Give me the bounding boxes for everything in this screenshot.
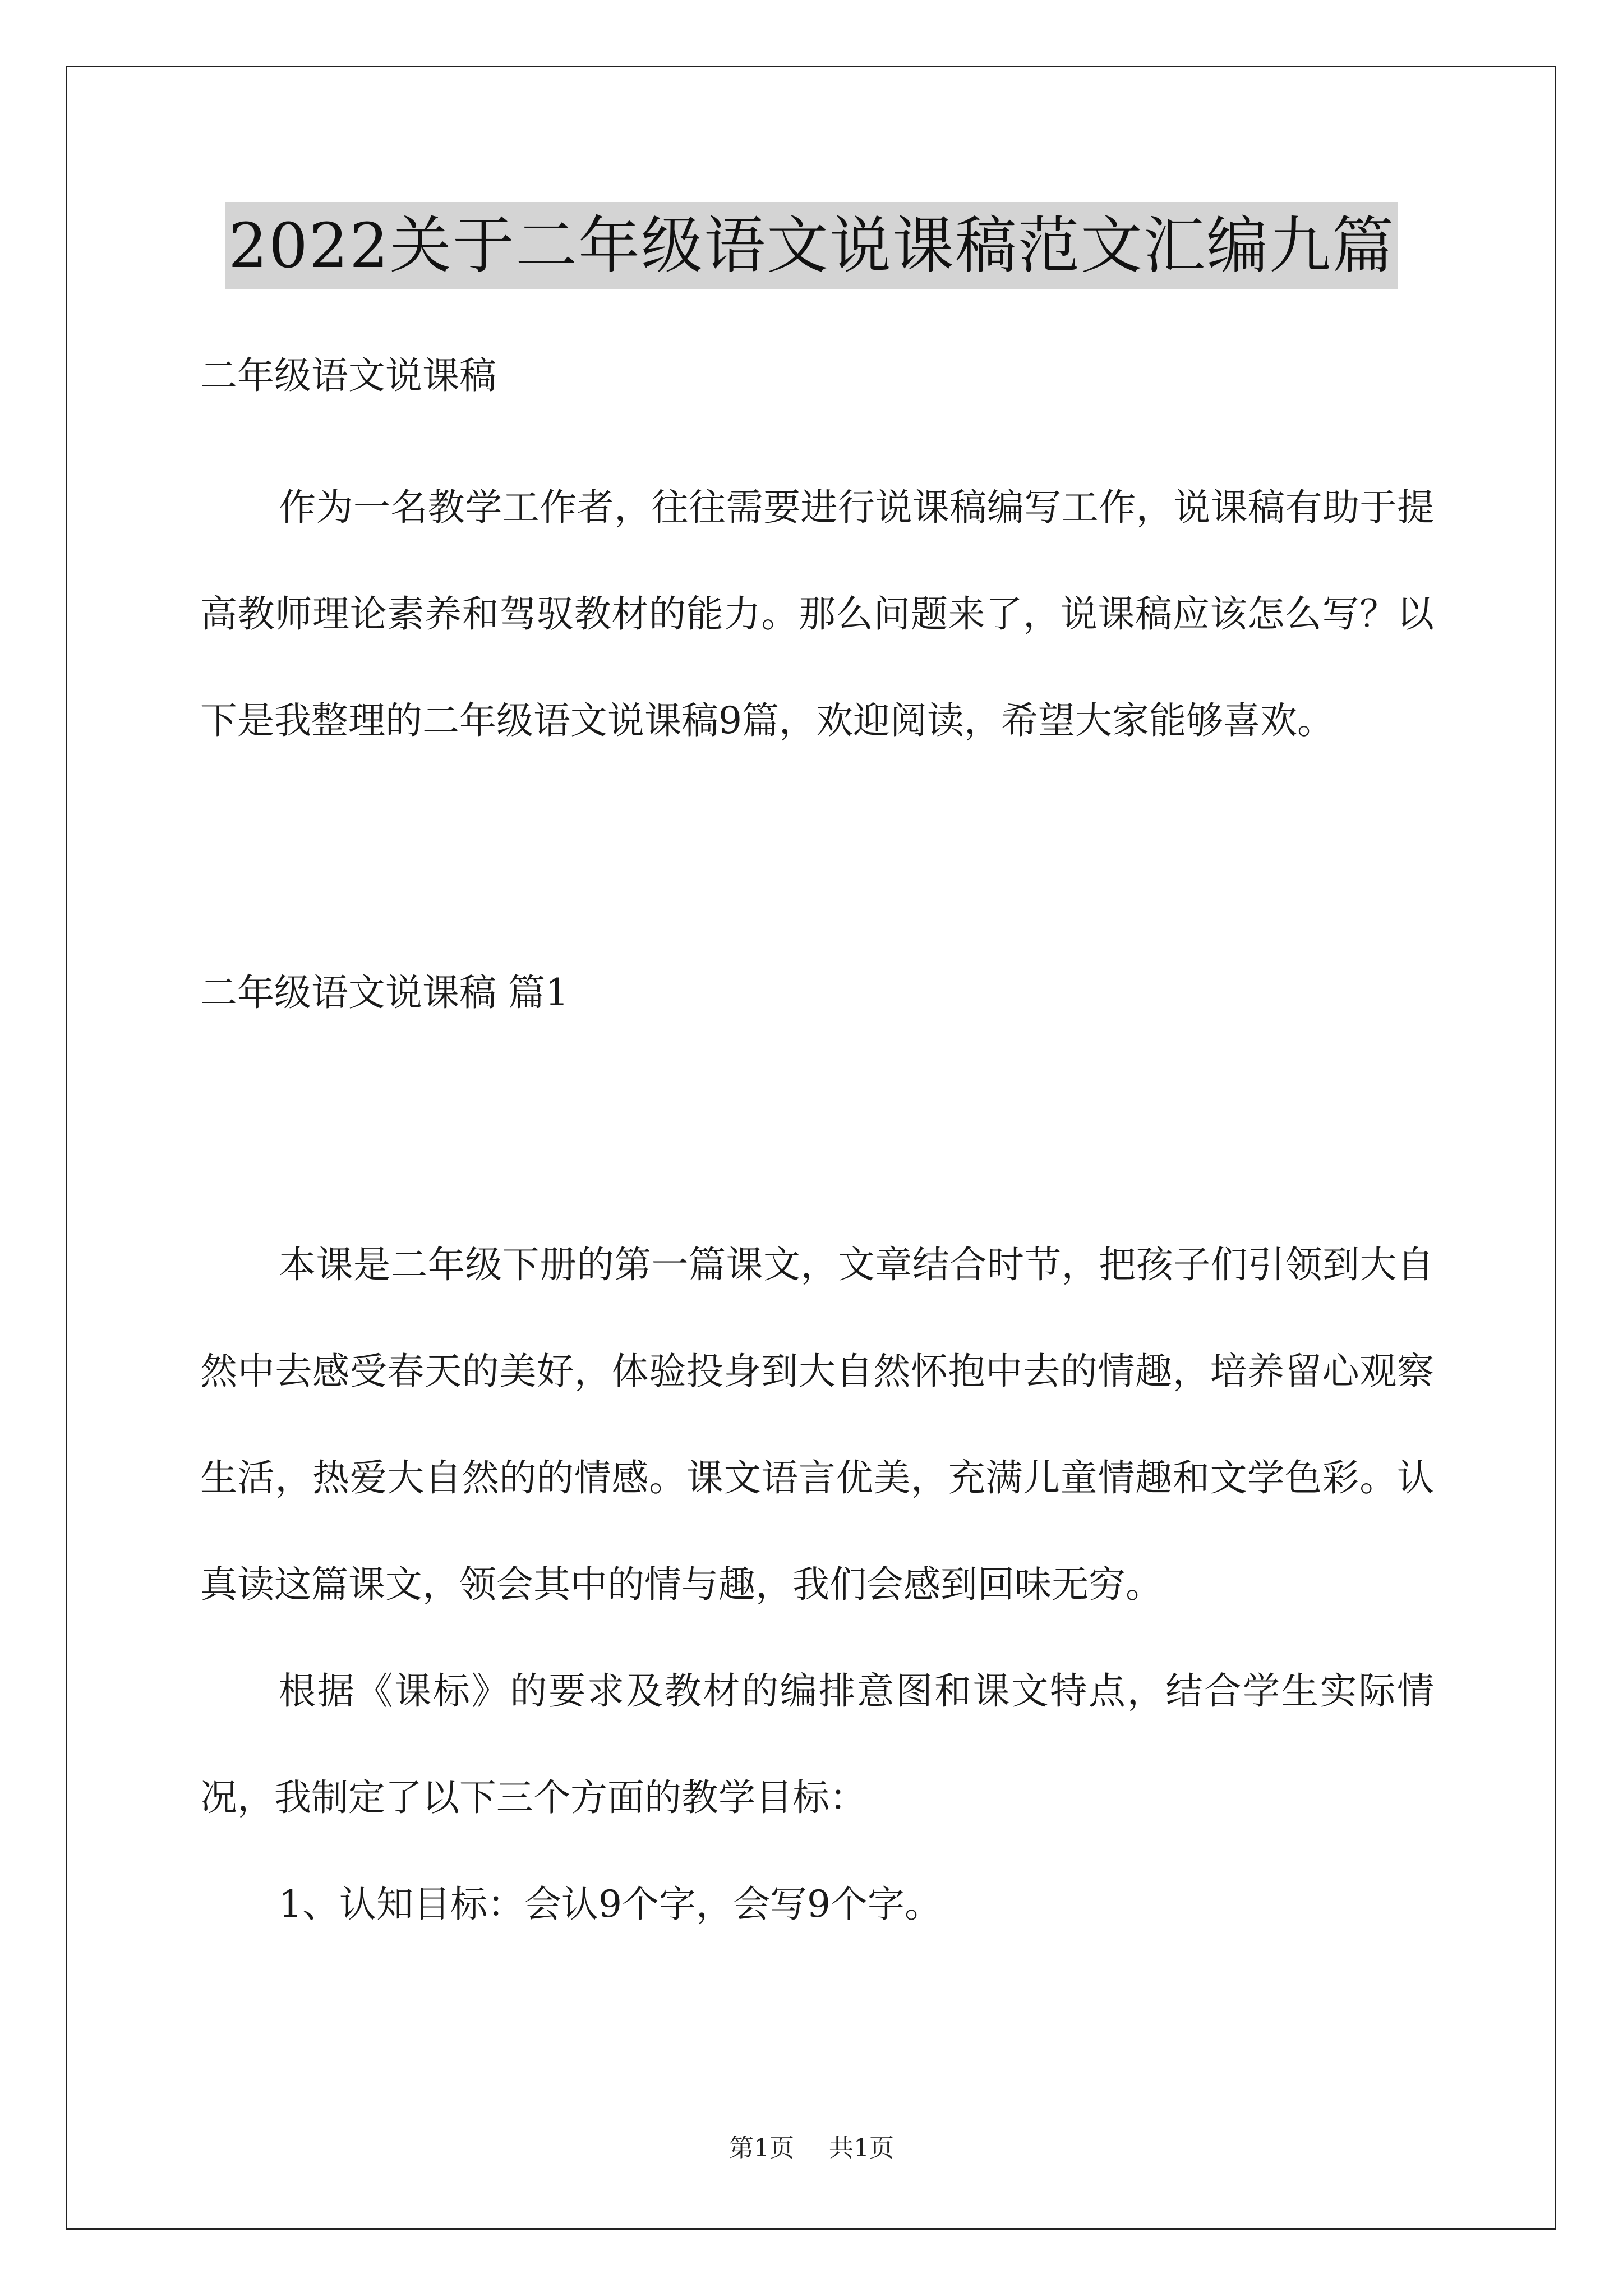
body-paragraph: 1、认知目标：会认9个字，会写9个字。 [279, 1883, 942, 1926]
body-paragraph: 根据《课标》的要求及教材的编排意图和课文特点，结合学生实际情况，我制定了以下三个方面的教学目标： [200, 1669, 1434, 1819]
page-number: 第1页 [729, 2134, 794, 2162]
title-container [0, 202, 1623, 289]
section-heading: 二年级语文说课稿 篇1 [200, 971, 569, 1014]
page-footer [0, 2132, 1623, 2165]
intro-heading: 二年级语文说课稿 [200, 354, 496, 397]
intro-paragraph: 作为一名教学工作者，往往需要进行说课稿编写工作，说课稿有助于提高教师理论素养和驾驭教材的能力。那么问题来了，说课稿应该怎么写？以下是我整理的二年级语文说课稿9篇，欢迎阅读，希望大家能够喜欢。 [200, 486, 1434, 742]
body-paragraph: 本课是二年级下册的第一篇课文，文章结合时节，把孩子们引领到大自然中去感受春天的美好，体验投身到大自然怀抱中去的情趣，培养留心观察生活，热爱大自然的的情感。课文语言优美，充满儿童情趣和文学色彩。认真读这篇课文，领会其中的情与趣，我们会感到回味无穷。 [200, 1243, 1434, 1606]
document-title: 2022关于二年级语文说课稿范文汇编九篇 [225, 202, 1398, 289]
page-total: 共1页 [829, 2134, 894, 2162]
document-body [200, 342, 1434, 1958]
